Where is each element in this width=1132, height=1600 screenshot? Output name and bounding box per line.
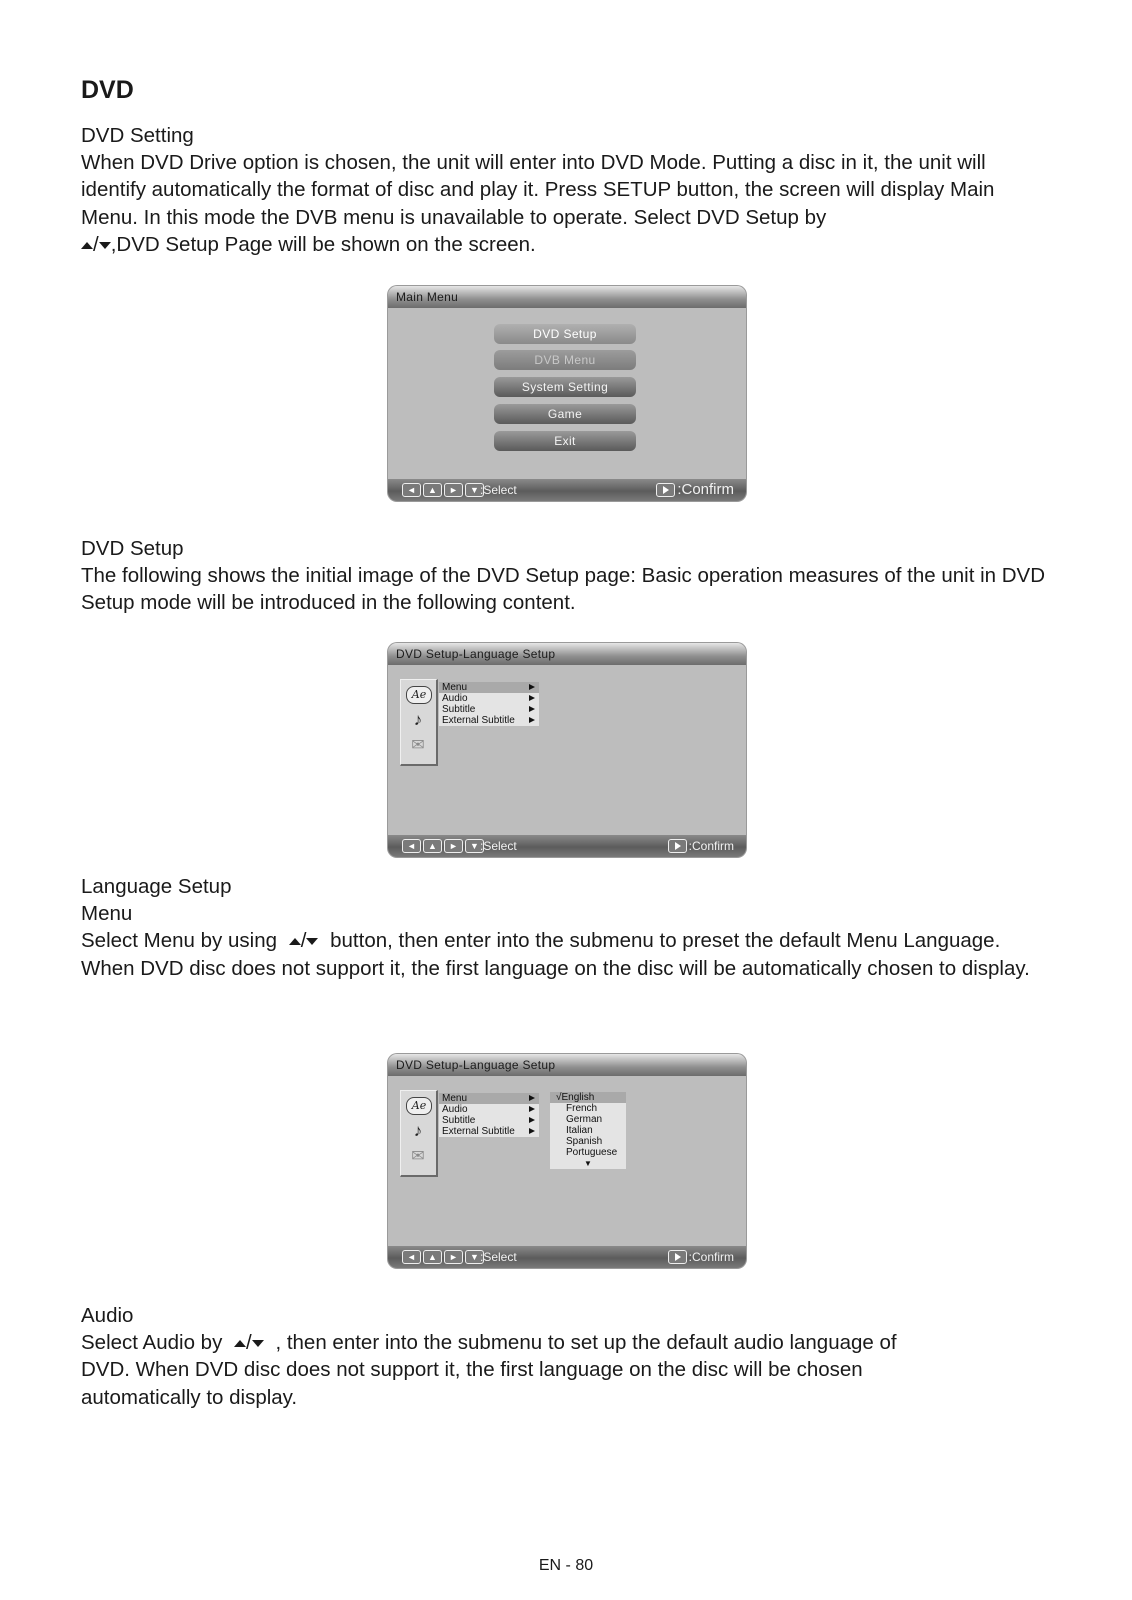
arrow-right-icon: [529, 1117, 535, 1123]
left-key-icon: ◄: [402, 483, 421, 497]
section-title: DVD Setting: [81, 124, 194, 147]
submenu-item-audio[interactable]: [439, 693, 539, 704]
section-body: The following shows the initial image of the DVD Setup page: Basic operation measures of the unit in DVD Setup mode will be introduced in the following content.: [81, 564, 1046, 615]
arrow-right-icon: [529, 706, 535, 712]
misc-icon[interactable]: ✉: [411, 1148, 425, 1165]
arrow-right-icon: [529, 684, 535, 690]
section-body-tail: ,DVD Setup Page will be shown on the screen.: [110, 232, 536, 256]
screen-footer: [388, 835, 746, 857]
dvd-setting-section: [81, 122, 1056, 258]
section-subtitle: Menu: [81, 902, 133, 926]
confirm-hint: [656, 479, 734, 501]
up-arrow-icon: [81, 242, 93, 249]
screen-title: DVD Setup-Language Setup: [388, 1054, 746, 1076]
nav-keys: [402, 1250, 484, 1264]
right-key-icon: ►: [444, 483, 463, 497]
item-label: Menu: [442, 1093, 468, 1104]
section-body-tail: button, then enter into the submenu to preset the default Menu Language. When DVD disc does not support it, the first language on the disc will be automatically chosen to display.: [81, 929, 1030, 980]
right-key-icon: ►: [444, 1250, 463, 1264]
page-number: EN - 80: [538, 1557, 594, 1574]
confirm-label: :Confirm: [677, 481, 734, 498]
item-label: External Subtitle: [442, 1126, 515, 1137]
section-title: DVD Setup: [81, 537, 184, 560]
language-option-spanish[interactable]: Spanish: [566, 1136, 603, 1147]
language-submenu: [439, 1093, 539, 1137]
left-key-icon: ◄: [402, 1250, 421, 1264]
audio-icon[interactable]: ♪: [413, 1121, 423, 1140]
up-key-icon: ▲: [423, 1250, 442, 1264]
down-key-icon: ▼: [465, 839, 484, 853]
up-arrow-icon: [289, 938, 301, 945]
screen-title: Main Menu: [388, 286, 746, 308]
language-options-list: [550, 1092, 626, 1169]
section-body-tail: , then enter into the submenu to set up the default audio language of DVD. When DVD disc does not support it, the first language on the disc will be chosen automatically to display.: [81, 1331, 897, 1409]
slash: /: [93, 232, 99, 256]
down-arrow-icon: [306, 938, 318, 945]
dvd-setup-button[interactable]: DVD Setup: [494, 324, 636, 344]
section-body-head: Select Menu by using: [81, 929, 278, 953]
left-key-icon: ◄: [402, 839, 421, 853]
exit-button[interactable]: Exit: [494, 431, 636, 451]
audio-section: [81, 1302, 901, 1411]
game-button[interactable]: Game: [494, 404, 636, 424]
arrow-right-icon: [529, 695, 535, 701]
down-arrow-icon: [99, 242, 111, 249]
arrow-right-icon: [529, 1106, 535, 1112]
down-key-icon: ▼: [465, 483, 484, 497]
misc-icon[interactable]: ✉: [411, 737, 425, 754]
down-key-icon: ▼: [465, 1250, 484, 1264]
right-key-icon: ►: [444, 839, 463, 853]
language-option-portuguese[interactable]: Portuguese: [566, 1147, 618, 1158]
submenu-item-subtitle[interactable]: [439, 1115, 539, 1126]
submenu-item-menu[interactable]: [439, 682, 539, 693]
item-label: External Subtitle: [442, 715, 515, 726]
select-hint: :Select: [480, 483, 517, 497]
category-icons: [400, 679, 438, 766]
submenu-item-menu[interactable]: [439, 1093, 539, 1104]
item-label: Audio: [442, 693, 468, 704]
section-title: Language Setup: [81, 875, 232, 898]
dvb-menu-button[interactable]: DVB Menu: [494, 350, 636, 370]
submenu-item-external-subtitle[interactable]: [439, 715, 539, 726]
select-hint: :Select: [480, 839, 517, 853]
language-setup-screen: [388, 643, 746, 857]
category-icons: [400, 1090, 438, 1177]
section-body: When DVD Drive option is chosen, the unit will enter into DVD Mode. Putting a disc in it, the unit will identify automatically the format of disc and play it. Press SETUP button, the screen will display Main Menu. In this mode the DVB menu is unavailable to operate. Select DVD Setup by: [81, 151, 995, 229]
item-label: Subtitle: [442, 704, 476, 715]
submenu-item-subtitle[interactable]: [439, 704, 539, 715]
up-key-icon: ▲: [423, 483, 442, 497]
up-arrow-icon: [234, 1340, 246, 1347]
language-option-french[interactable]: French: [566, 1103, 598, 1114]
down-arrow-icon: [252, 1340, 264, 1347]
up-key-icon: ▲: [423, 839, 442, 853]
arrow-right-icon: [529, 717, 535, 723]
slash: /: [246, 1331, 252, 1355]
section-title: Audio: [81, 1304, 134, 1327]
arrow-right-icon: [529, 1095, 535, 1101]
item-label: Menu: [442, 682, 468, 693]
system-setting-button[interactable]: System Setting: [494, 377, 636, 397]
language-option-english[interactable]: √English: [550, 1092, 626, 1103]
nav-keys: [402, 839, 484, 853]
play-key-icon: [656, 483, 675, 497]
audio-icon[interactable]: ♪: [413, 710, 423, 729]
play-key-icon: [668, 1250, 687, 1264]
language-option-german[interactable]: German: [566, 1114, 603, 1125]
submenu-item-external-subtitle[interactable]: [439, 1126, 539, 1137]
slash: /: [300, 929, 307, 953]
item-label: Audio: [442, 1104, 468, 1115]
item-label: Subtitle: [442, 1115, 476, 1126]
page-heading: DVD: [81, 76, 134, 104]
play-key-icon: [668, 839, 687, 853]
dvd-setup-section: [81, 535, 1056, 617]
arrow-right-icon: [529, 1128, 535, 1134]
confirm-hint: [668, 835, 734, 857]
screen-footer: [388, 479, 746, 501]
language-option-italian[interactable]: Italian: [566, 1125, 593, 1136]
confirm-label: :Confirm: [688, 839, 734, 853]
nav-keys: [402, 483, 484, 497]
main-menu-screen: [388, 286, 746, 501]
language-icon[interactable]: Ae: [406, 1097, 432, 1115]
language-menu-screen: [388, 1054, 746, 1268]
scroll-down-icon[interactable]: ▼: [584, 1159, 592, 1168]
confirm-label: :Confirm: [688, 1250, 734, 1264]
section-body-head: Select Audio by: [81, 1331, 223, 1355]
screen-footer: [388, 1246, 746, 1268]
select-hint: :Select: [480, 1250, 517, 1264]
confirm-hint: [668, 1246, 734, 1268]
language-setup-section: [81, 873, 1056, 982]
submenu-item-audio[interactable]: [439, 1104, 539, 1115]
screen-title: DVD Setup-Language Setup: [388, 643, 746, 665]
language-icon[interactable]: Ae: [406, 686, 432, 704]
language-submenu: [439, 682, 539, 726]
